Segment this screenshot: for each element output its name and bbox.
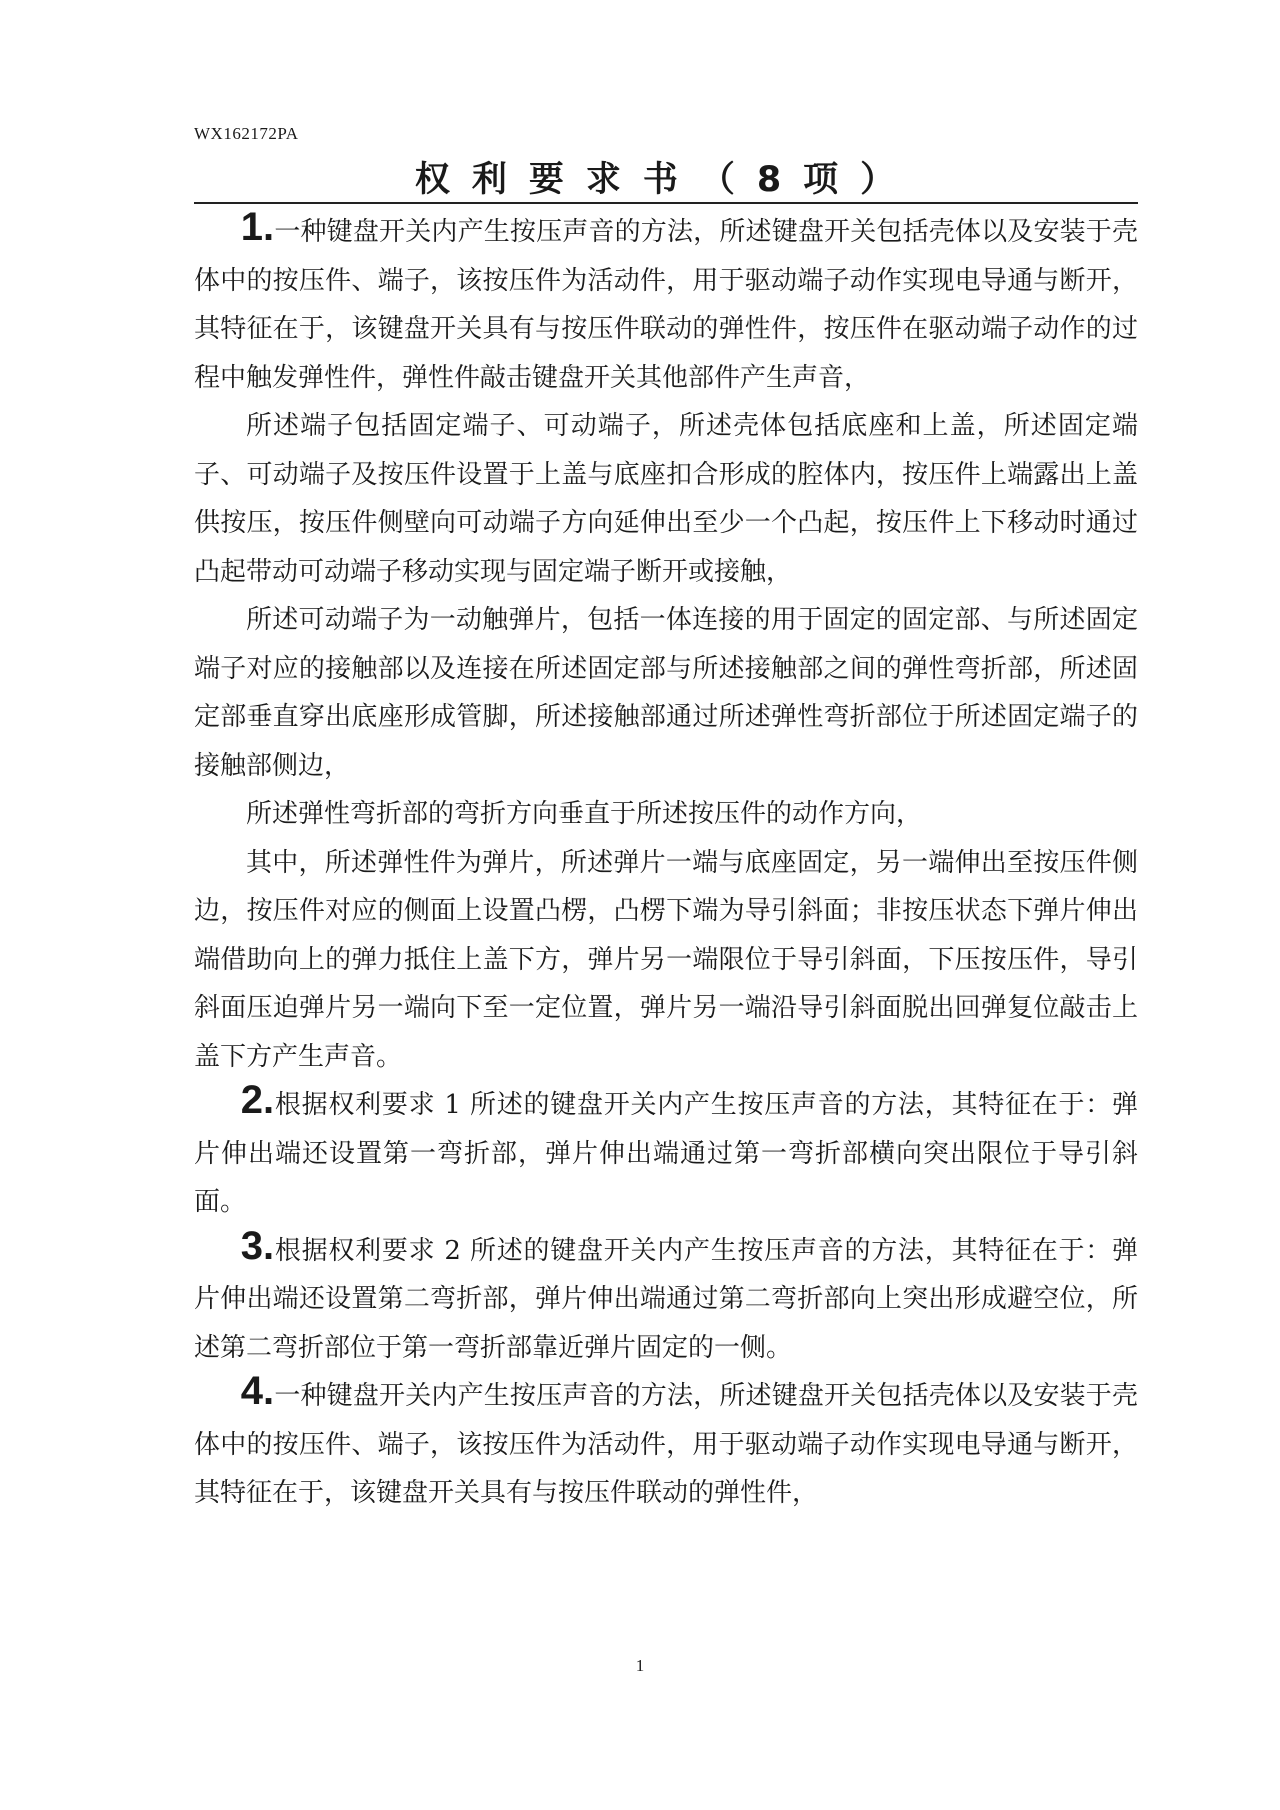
claim-text: 所述可动端子为一动触弹片，包括一体连接的用于固定的固定部、与所述固定端子对应的接触部以及连接在所述固定部与所述接触部之间的弹性弯折部，所述固定部垂直穿出底座形成管脚，所述接触部通过所述弹性弯折部位于所述固定端子的接触部侧边， bbox=[194, 605, 1138, 781]
page-title: 权利要求书（8项） bbox=[414, 160, 918, 200]
claim-text: 其中，所述弹性件为弹片，所述弹片一端与底座固定，另一端伸出至按压件侧边，按压件对应的侧面上设置凸楞，凸楞下端为导引斜面；非按压状态下弹片伸出端借助向上的弹力抵住上盖下方，弹片另一端限位于导引斜面，下压按压件，导引斜面压迫弹片另一端向下至一定位置，弹片另一端沿导引斜面脱出回弹复位敲击上盖下方产生声音。 bbox=[194, 847, 1138, 1072]
claim-number: 4. bbox=[240, 1369, 275, 1413]
claim-text: 所述弹性弯折部的弯折方向垂直于所述按压件的动作方向， bbox=[246, 799, 923, 829]
claims-body bbox=[194, 205, 1138, 1518]
claim-text: 一种键盘开关内产生按压声音的方法，所述键盘开关包括壳体以及安装于壳体中的按压件、端子，该按压件为活动件，用于驱动端子动作实现电导通与断开，其特征在于，该键盘开关具有与按压件联动的弹性件， bbox=[194, 1381, 1138, 1508]
claim-2-paragraph bbox=[194, 1078, 1138, 1227]
claim-number: 2. bbox=[240, 1078, 275, 1122]
claim-text: 根据权利要求 1 所述的键盘开关内产生按压声音的方法，其特征在于：弹片伸出端还设置第一弯折部，弹片伸出端通过第一弯折部横向突出限位于导引斜面。 bbox=[194, 1090, 1138, 1217]
claim-number: 1. bbox=[240, 205, 275, 249]
claim-1-paragraph bbox=[194, 205, 1138, 402]
claim-1-paragraph-3 bbox=[194, 596, 1138, 790]
claim-text: 所述端子包括固定端子、可动端子，所述壳体包括底座和上盖，所述固定端子、可动端子及按压件设置于上盖与底座扣合形成的腔体内，按压件上端露出上盖供按压，按压件侧壁向可动端子方向延伸出至少一个凸起，按压件上下移动时通过凸起带动可动端子移动实现与固定端子断开或接触， bbox=[194, 411, 1138, 587]
page-number: 1 bbox=[635, 1656, 645, 1675]
claim-4-paragraph bbox=[194, 1369, 1138, 1518]
claim-text: 一种键盘开关内产生按压声音的方法，所述键盘开关包括壳体以及安装于壳体中的按压件、端子，该按压件为活动件，用于驱动端子动作实现电导通与断开，其特征在于，该键盘开关具有与按压件联动的弹性件，按压件在驱动端子动作的过程中触发弹性件，弹性件敲击键盘开关其他部件产生声音， bbox=[194, 217, 1138, 393]
claim-1-paragraph-2 bbox=[194, 402, 1138, 596]
claim-number: 3. bbox=[240, 1223, 275, 1268]
document-id: WX162172PA bbox=[194, 124, 299, 143]
claim-text: 根据权利要求 2 所述的键盘开关内产生按压声音的方法，其特征在于：弹片伸出端还设置第二弯折部，弹片伸出端通过第二弯折部向上突出形成避空位，所述第二弯折部位于第一弯折部靠近弹片固定的一侧。 bbox=[194, 1235, 1138, 1363]
claim-1-paragraph-5 bbox=[194, 839, 1138, 1082]
claim-1-paragraph-4 bbox=[194, 790, 1138, 839]
title-divider bbox=[194, 202, 1138, 204]
claim-3-paragraph bbox=[194, 1223, 1138, 1373]
